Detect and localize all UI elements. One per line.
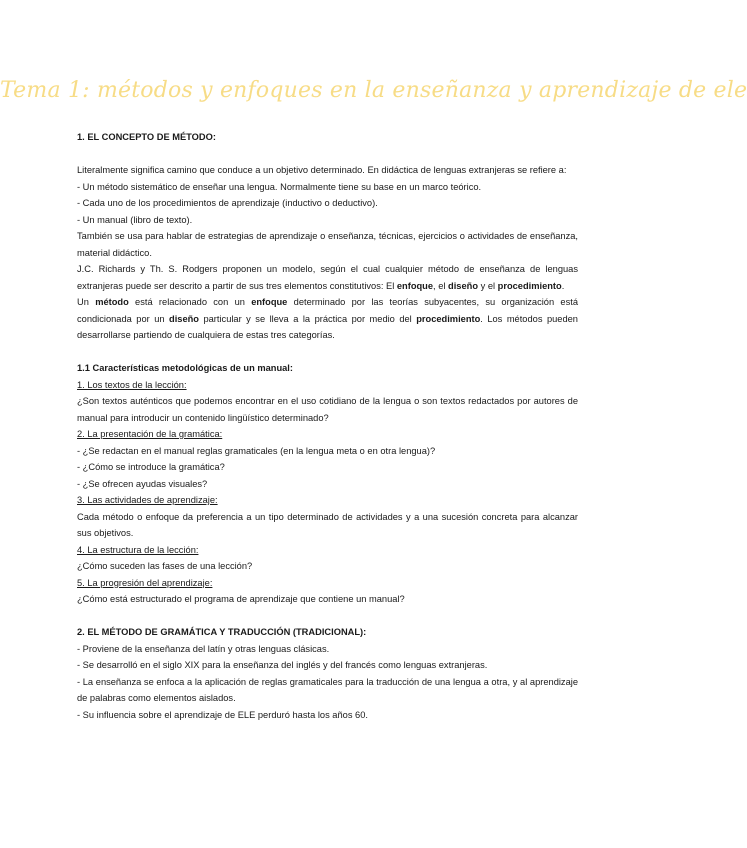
list-item: - ¿Cómo se introduce la gramática? <box>77 462 225 472</box>
list-item: - Cada uno de los procedimientos de aprendizaje (inductivo o deductivo). <box>77 198 378 208</box>
keyword: diseño <box>169 313 199 324</box>
subheading: 4. La estructura de la lección: <box>77 544 199 555</box>
paragraph: ¿Son textos auténticos que podemos encontrar en el uso cotidiano de la lengua o son textos redactados por autores de manual para introducir un contenido lingüístico determinado? <box>77 396 578 423</box>
section-1-1-heading: 1.1 Características metodológicas de un manual: <box>77 363 293 373</box>
paragraph: Literalmente significa camino que conduce a un objetivo determinado. En didáctica de lenguas extranjeras se refiere a: <box>77 165 567 175</box>
list-item: - Un manual (libro de texto). <box>77 214 193 225</box>
document-title: Tema 1: métodos y enfoques en la enseñanza y aprendizaje de ele <box>0 78 747 103</box>
paragraph: ¿Cómo está estructurado el programa de aprendizaje que contiene un manual? <box>77 594 405 604</box>
section-2-heading: 2. EL MÉTODO DE GRAMÁTICA Y TRADUCCIÓN (TRADICIONAL): <box>77 627 367 637</box>
subheading: 1. Los textos de la lección: <box>77 379 187 390</box>
list-item: - Un método sistemático de enseñar una lengua. Normalmente tiene su base en un marco teórico. <box>77 181 482 192</box>
keyword: enfoque <box>251 297 288 307</box>
keyword: procedimiento <box>416 313 481 324</box>
list-item: - Su influencia sobre el aprendizaje de ELE perduró hasta los años 60. <box>77 709 368 720</box>
list-item: - ¿Se ofrecen ayudas visuales? <box>77 478 208 489</box>
section-1-heading: 1. EL CONCEPTO DE MÉTODO: <box>77 132 216 142</box>
paragraph: Cada método o enfoque da preferencia a un tipo determinado de actividades y a una sucesión concreta para alcanzar sus objetivos. <box>77 511 578 538</box>
list-item: - La enseñanza se enfoca a la aplicación de reglas gramaticales para la traducción de una lengua a otra, y al aprendizaje de palabras como elementos aislados. <box>77 676 578 703</box>
paragraph: Un método está relacionado con un enfoque determinado por las teorías subyacentes, su organización está condicionada por un diseño particular y se lleva a la práctica por medio del procedimiento. Los métodos pueden desarrollarse partiendo de cualquiera de estas tres categorías. <box>77 297 579 340</box>
document-body <box>77 129 578 723</box>
keyword: enfoque <box>396 280 434 291</box>
keyword: diseño <box>448 280 478 291</box>
subheading: 5. La progresión del aprendizaje: <box>77 577 213 588</box>
keyword: método <box>95 297 129 307</box>
keyword: procedimiento <box>497 280 562 291</box>
subheading: 3. Las actividades de aprendizaje: <box>77 495 218 505</box>
paragraph: También se usa para hablar de estrategias de aprendizaje o enseñanza, técnicas, ejercicios o actividades de enseñanza, material didáctico. <box>77 231 578 258</box>
paragraph: ¿Cómo suceden las fases de una lección? <box>77 561 253 571</box>
subheading: 2. La presentación de la gramática: <box>77 429 223 439</box>
list-item: - ¿Se redactan en el manual reglas gramaticales (en la lengua meta o en otra lengua)? <box>77 445 436 456</box>
list-item: - Se desarrolló en el siglo XIX para la enseñanza del inglés y del francés como lenguas extranjeras. <box>77 660 488 670</box>
paragraph: J.C. Richards y Th. S. Rodgers proponen un modelo, según el cual cualquier método de enseñanza de lenguas extranjeras puede ser descrito a partir de sus tres elementos constitutivos: El enfoque, el diseño y el procedimiento. <box>77 264 578 291</box>
list-item: - Proviene de la enseñanza del latín y otras lenguas clásicas. <box>77 643 330 654</box>
